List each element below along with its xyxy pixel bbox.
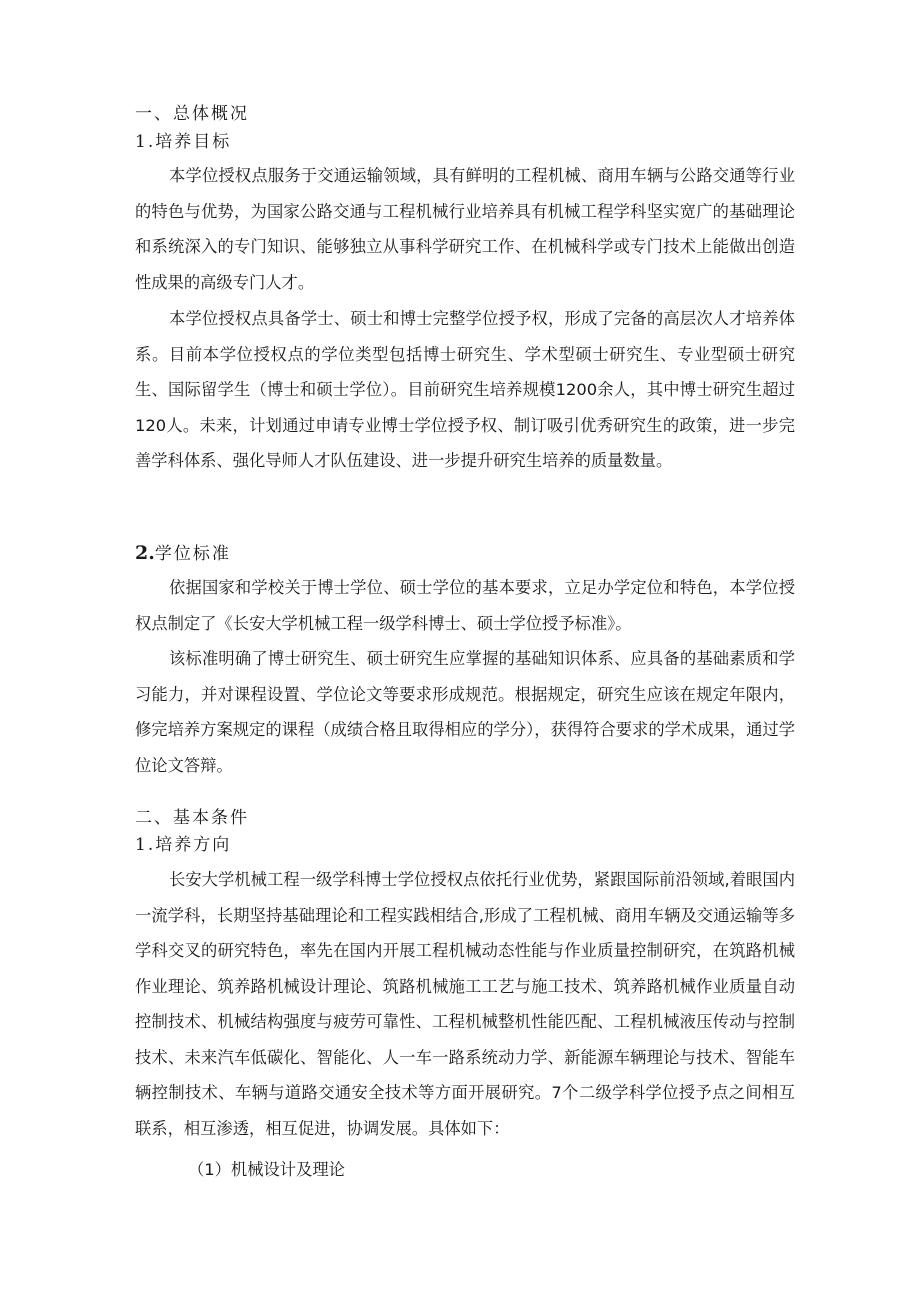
subsection-title: 学位标准 [154,544,231,564]
paragraph-training-direction: 长安大学机械工程一级学科博士学位授权点依托行业优势，紧跟国际前沿领域,着眼国内一流学科，长期坚持基础理论和工程实践相结合,形成了工程机械、商用车辆及交通运输等多学科交叉的研究特色，率先在国内开展工程机械动态性能与作业质量控制研究，在筑路机械作业理论、筑养路机械设计理论、筑路机械施工工艺与施工技术、筑养路机械作业质量自动控制技术、机械结构强度与疲劳可靠性、工程机械整机性能匹配、工程机械液压传动与控制技术、未来汽车低碳化、智能化、人一车一路系统动力学、新能源车辆理论与技术、智能车辆控制技术、车辆与道路交通安全技术等方面开展研究。7个二级学科学位授予点之间相互联系，相互渗透，相互促进，协调发展。具体如下： [135,870,795,1138]
section-heading-overview: 一、总体概况 [135,104,249,124]
section-heading-basic-conditions: 二、基本条件 [135,808,249,828]
subsection-heading-degree-standard [135,541,231,566]
paragraph-degree-requirements: 该标准明确了博士研究生、硕士研究生应掌握的基础知识体系、应具备的基础素质和学习能力，并对课程设置、学位论文等要求形成规范。根据规定，研究生应该在规定年限内，修完培养方案规定的课程（成绩合格且取得相应的学分），获得符合要求的学术成果，通过学位论文答辩。 [135,649,795,775]
list-item-mechanical-design: （1）机械设计及理论 [188,1160,345,1179]
subsection-heading-training-direction: 1.培养方向 [135,835,232,855]
subsection-number: 2. [135,542,155,564]
paragraph-training-goal: 本学位授权点服务于交通运输领域，具有鲜明的工程机械、商用车辆与公路交通等行业的特色与优势，为国家公路交通与工程机械行业培养具有机械工程学科坚实宽广的基础理论和系统深入的专门知识、能够独立从事科学研究工作、在机械科学或专门技术上能做出创造性成果的高级专门人才。 [135,166,795,292]
subsection-heading-training-goal: 1.培养目标 [135,132,232,152]
paragraph-degree-basis: 依据国家和学校关于博士学位、硕士学位的基本要求，立足办学定位和特色，本学位授权点制定了《长安大学机械工程一级学科博士、硕士学位授予标准》。 [135,578,795,633]
paragraph-degree-system: 本学位授权点具备学士、硕士和博士完整学位授予权，形成了完备的高层次人才培养体系。目前本学位授权点的学位类型包括博士研究生、学术型硕士研究生、专业型硕士研究生、国际留学生（博士和硕士学位）。目前研究生培养规模1200余人，其中博士研究生超过120人。未来，计划通过申请专业博士学位授予权、制订吸引优秀研究生的政策，进一步完善学科体系、强化导师人才队伍建设、进一步提升研究生培养的质量数量。 [135,309,795,470]
